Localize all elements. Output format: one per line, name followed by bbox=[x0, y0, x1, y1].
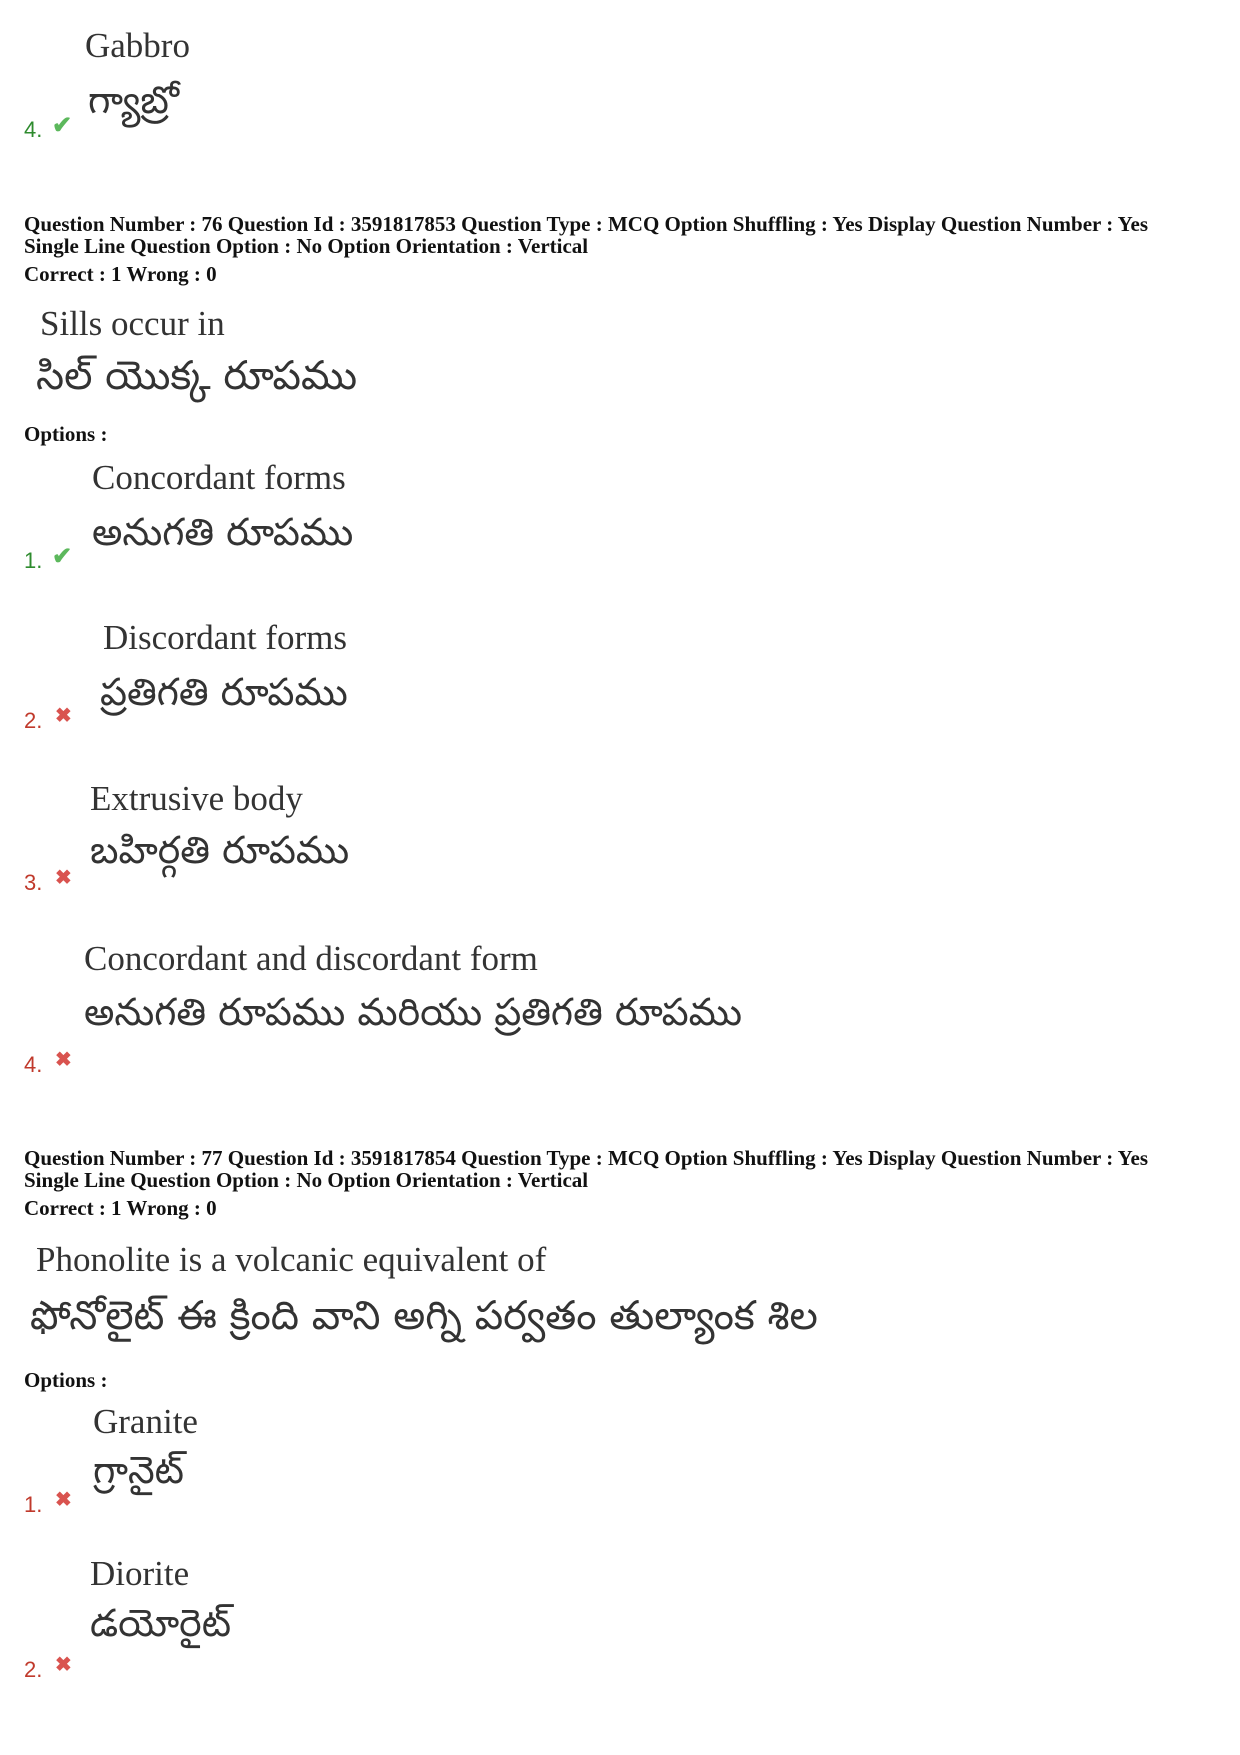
cross-icon: ✖ bbox=[55, 703, 72, 727]
cross-icon: ✖ bbox=[55, 1047, 72, 1071]
q76-meta-line2: Single Line Question Option : No Option Orientation : Vertical bbox=[24, 234, 589, 258]
cross-icon: ✖ bbox=[55, 865, 72, 889]
q77-meta-line2: Single Line Question Option : No Option Orientation : Vertical bbox=[24, 1168, 589, 1192]
q76-option-2-telugu: ప్రతిగతి రూపము bbox=[100, 670, 348, 714]
q76-question-telugu: సిల్ యొక్క రూపము bbox=[36, 353, 358, 399]
q76-options-label: Options : bbox=[24, 422, 108, 446]
q77-option-2-number: 2. bbox=[24, 1657, 43, 1682]
q76-meta-line1: Question Number : 76 Question Id : 3591817853 Question Type : MCQ Option Shuffling : Yes Display Question Number : Yes bbox=[24, 212, 1149, 236]
q76-option-1-telugu: అనుగతి రూపము bbox=[92, 510, 354, 554]
cross-icon: ✖ bbox=[55, 1487, 72, 1511]
q77-question-english: Phonolite is a volcanic equivalent of bbox=[36, 1240, 547, 1279]
q77-marks: Correct : 1 Wrong : 0 bbox=[24, 1196, 217, 1220]
q76-marks: Correct : 1 Wrong : 0 bbox=[24, 262, 217, 286]
q76-option-1-english: Concordant forms bbox=[92, 458, 346, 497]
q77-option-1-number: 1. bbox=[24, 1492, 43, 1517]
q76-option-4-telugu: అనుగతి రూపము మరియు ప్రతిగతి రూపము bbox=[84, 990, 742, 1034]
q76-option-3-english: Extrusive body bbox=[90, 779, 303, 818]
q77-option-1-telugu: గ్రానైట్ bbox=[93, 1448, 185, 1492]
q76-option-3-number: 3. bbox=[24, 870, 43, 895]
q77-option-1-english: Granite bbox=[93, 1402, 198, 1441]
q76-question-english: Sills occur in bbox=[40, 304, 225, 343]
q76-option-2-number: 2. bbox=[24, 708, 43, 733]
check-icon: ✔ bbox=[52, 541, 73, 570]
q77-question-telugu: ఫోనోలైట్ ఈ క్రింది వాని అగ్ని పర్వతం తుల్యాంక శిల bbox=[30, 1293, 818, 1339]
q76-option-4-number: 4. bbox=[24, 1052, 43, 1077]
prev-option-4-number: 4. bbox=[24, 117, 43, 142]
q76-option-3-telugu: బహిర్గతి రూపము bbox=[90, 828, 350, 872]
q77-option-2-english: Diorite bbox=[90, 1554, 190, 1593]
prev-option-4-telugu: గ్యాబ్రో bbox=[88, 78, 180, 122]
q77-option-2-telugu: డయోరైట్ bbox=[90, 1601, 232, 1645]
q76-option-2-english: Discordant forms bbox=[103, 618, 347, 657]
prev-option-4-english: Gabbro bbox=[85, 26, 190, 65]
q77-options-label: Options : bbox=[24, 1368, 108, 1392]
q76-option-4-english: Concordant and discordant form bbox=[84, 939, 538, 978]
cross-icon: ✖ bbox=[55, 1652, 72, 1676]
check-icon: ✔ bbox=[52, 110, 73, 139]
q76-option-1-number: 1. bbox=[24, 548, 43, 573]
q77-meta-line1: Question Number : 77 Question Id : 3591817854 Question Type : MCQ Option Shuffling : Yes Display Question Number : Yes bbox=[24, 1146, 1149, 1170]
